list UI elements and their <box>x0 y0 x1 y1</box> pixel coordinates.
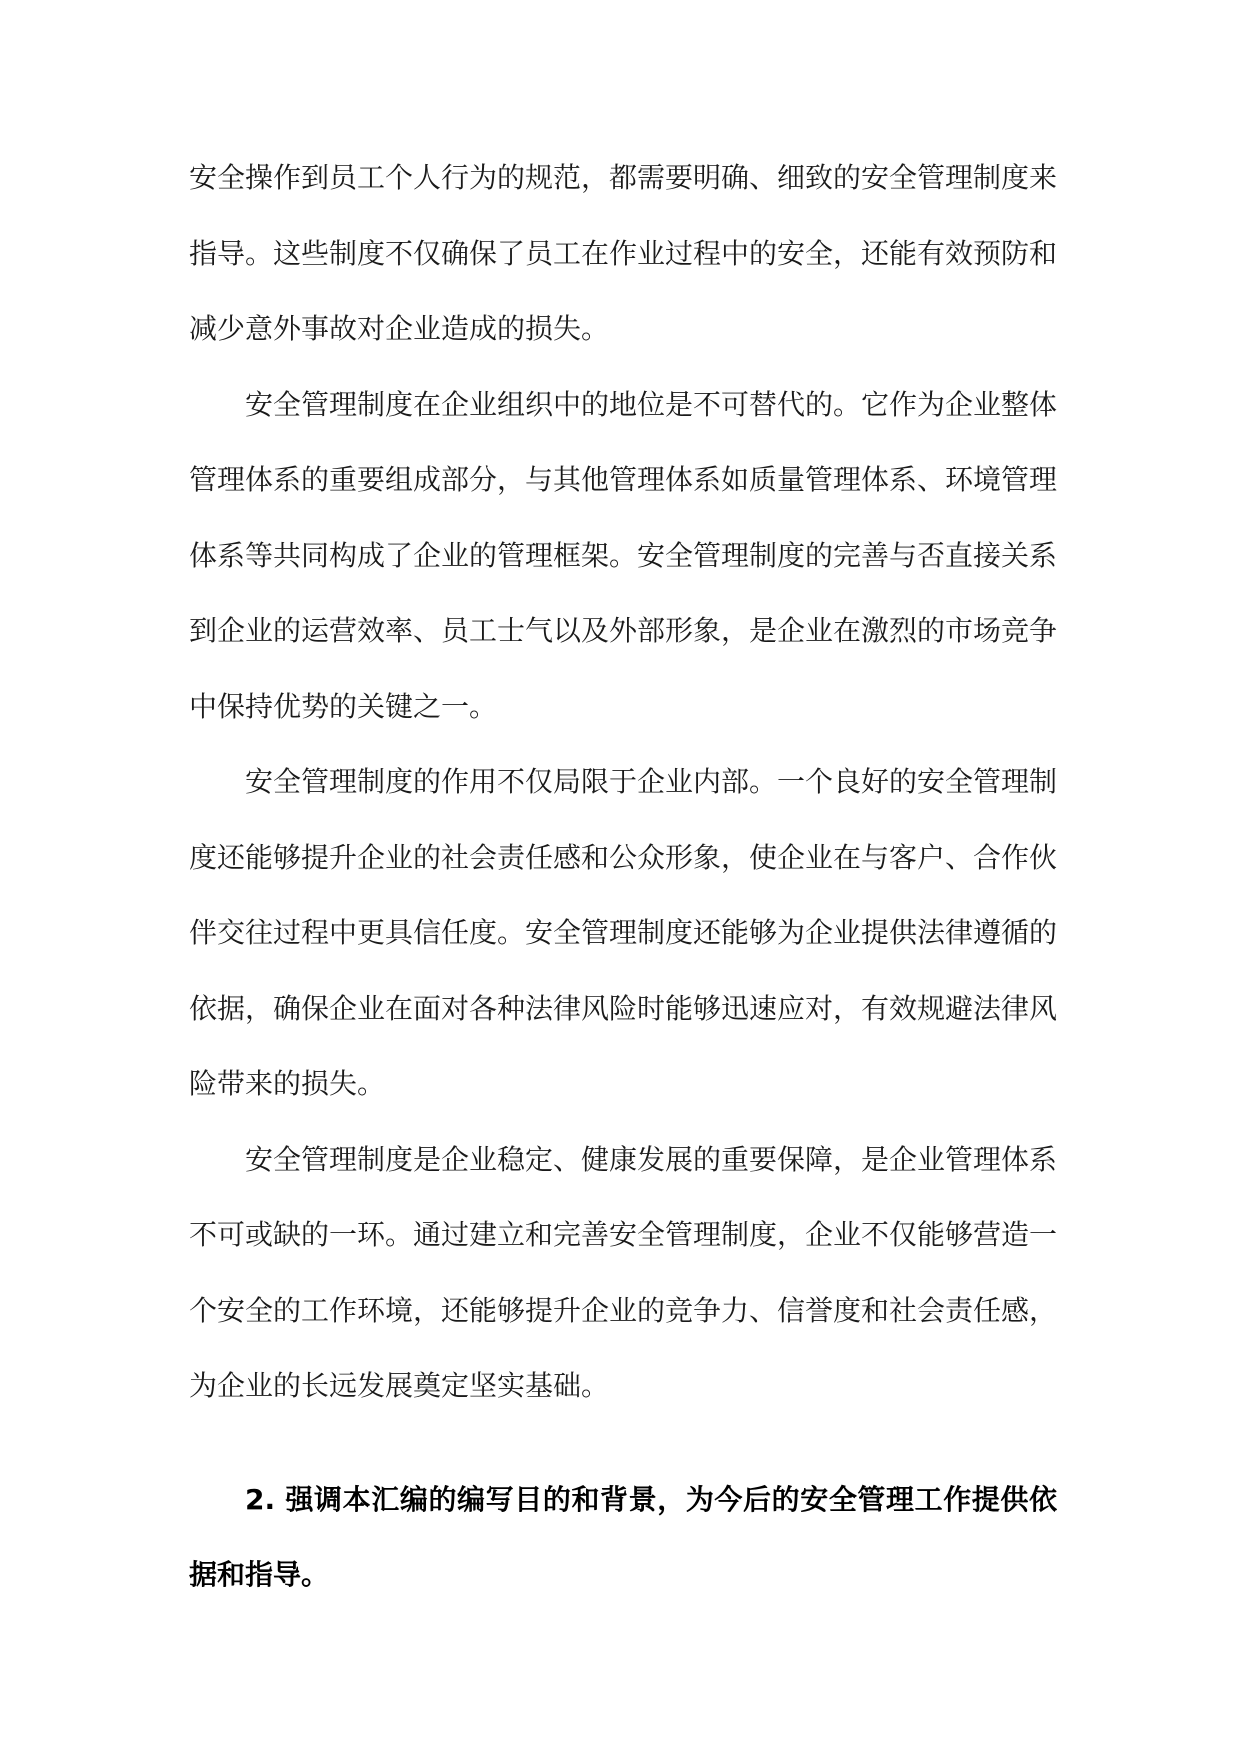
paragraph-status: 安全管理制度在企业组织中的地位是不可替代的。它作为企业整体管理体系的重要组成部分，与其他管理体系如质量管理体系、环境管理体系等共同构成了企业的管理框架。安全管理制度的完善与否直接关系到企业的运营效率、员工士气以及外部形象，是企业在激烈的市场竞争中保持优势的关键之一。 <box>189 387 1058 723</box>
paragraph-continuation: 安全操作到员工个人行为的规范，都需要明确、细致的安全管理制度来指导。这些制度不仅确保了员工在作业过程中的安全，还能有效预防和减少意外事故对企业造成的损失。 <box>189 161 1058 345</box>
section-heading: 2. 强调本汇编的编写目的和背景，为今后的安全管理工作提供依据和指导。 <box>189 1482 1057 1591</box>
paragraph-summary: 安全管理制度是企业稳定、健康发展的重要保障，是企业管理体系不可或缺的一环。通过建立和完善安全管理制度，企业不仅能够营造一个安全的工作环境，还能够提升企业的竞争力、信誉度和社会责任感，为企业的长远发展奠定坚实基础。 <box>189 1142 1058 1402</box>
paragraph-role: 安全管理制度的作用不仅局限于企业内部。一个良好的安全管理制度还能够提升企业的社会责任感和公众形象，使企业在与客户、合作伙伴交往过程中更具信任度。安全管理制度还能够为企业提供法律遵循的依据，确保企业在面对各种法律风险时能够迅速应对，有效规避法律风险带来的损失。 <box>189 765 1058 1100</box>
document-body <box>189 140 1057 1613</box>
